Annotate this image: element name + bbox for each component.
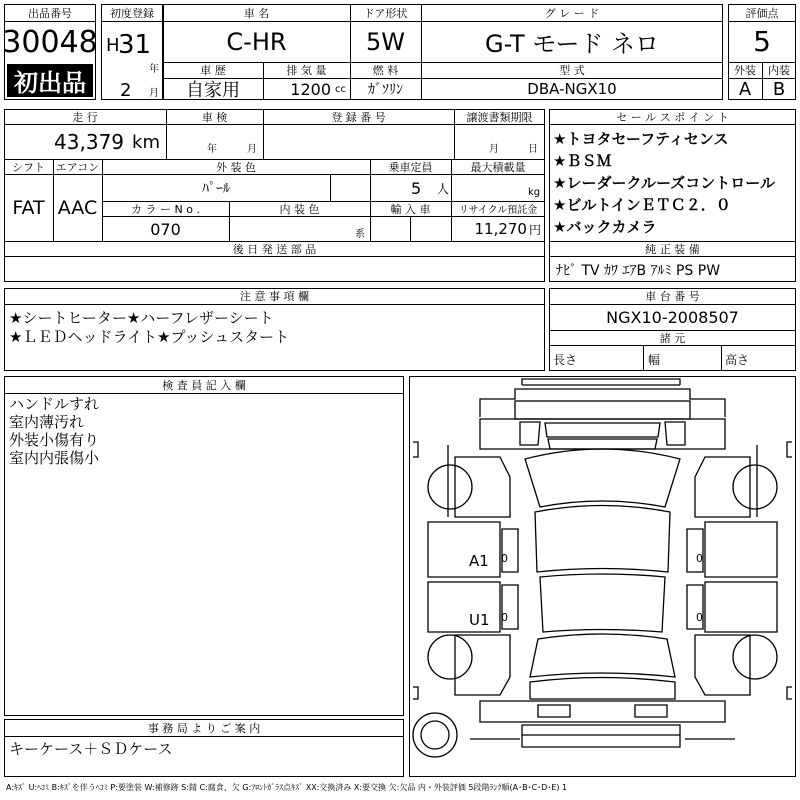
- interior-color-label: 内 装 色: [279, 202, 320, 216]
- car-name-label: 車 名: [243, 6, 270, 20]
- capacity-unit: 人: [437, 181, 450, 196]
- chassis-number-label: 車 台 番 号: [645, 290, 700, 303]
- height-label: 高さ: [725, 352, 750, 367]
- door-type: 5W: [366, 27, 405, 56]
- damage-mark-u1: U1: [469, 611, 490, 629]
- listing-number-label: 出品番号: [28, 6, 72, 20]
- month-unit: 月: [149, 87, 159, 99]
- later-parts-label: 後 日 発 送 部 品: [232, 242, 317, 256]
- length-label: 長さ: [553, 352, 578, 367]
- exterior-color: ﾊﾟｰﾙ: [202, 181, 230, 197]
- history: 自家用: [186, 80, 240, 101]
- first-registration-label: 初度登録: [110, 6, 154, 20]
- displacement: 1200: [290, 79, 331, 99]
- sales-point: ★ＢＳＭ: [553, 152, 612, 170]
- exterior-grade: A: [738, 78, 752, 100]
- model-code-label: 型 式: [559, 64, 585, 77]
- import-car-label: 輸 入 車: [390, 202, 431, 216]
- score: 5: [753, 25, 771, 58]
- inspector-label: 検 査 員 記 入 欄: [162, 378, 246, 392]
- sales-points-list: [553, 128, 775, 238]
- interior-grade: B: [772, 78, 786, 100]
- grade: G-T モード ネロ: [484, 30, 659, 58]
- chassis-number: NGX10-2008507: [606, 308, 739, 327]
- shift: FAT: [12, 197, 45, 219]
- sales-points-label: セ ー ル ス ポ イ ン ト: [616, 110, 729, 124]
- door-type-label: ドア形状: [363, 6, 408, 20]
- exterior-grade-label: 外装: [734, 64, 756, 77]
- year-unit: 年: [149, 63, 159, 75]
- diagram-zero-right-1: 0: [696, 552, 703, 565]
- score-label: 評価点: [745, 6, 779, 20]
- transfer-deadline-label: 譲渡書類期限: [466, 110, 533, 124]
- mileage-unit: km: [132, 131, 160, 153]
- inspector-line: 外装小傷有り: [9, 431, 100, 449]
- fuel-label: 燃 料: [372, 64, 399, 77]
- registration-number-label: 登 録 番 号: [331, 110, 386, 124]
- capacity: 5: [411, 178, 422, 198]
- interior-grade-label: 内装: [768, 64, 790, 77]
- equipment-label: 純 正 装 備: [645, 242, 700, 256]
- sales-point: ★ビルトインＥＴＣ２．０: [553, 196, 731, 214]
- office-label: 事 務 局 よ り ご 案 内: [147, 721, 261, 735]
- office-text: キーケース＋ＳＤケース: [9, 739, 173, 758]
- shift-label: シフト: [12, 160, 45, 174]
- car-outline-icon: [410, 377, 795, 776]
- reg-month: 2: [120, 79, 132, 101]
- recycle-fee-cell: [451, 217, 541, 241]
- diagram-zero-right-2: 0: [696, 611, 703, 624]
- listing-number: 30048: [2, 24, 98, 60]
- grade-label: グ レ ー ド: [544, 6, 600, 20]
- interior-color-unit: 系: [355, 228, 365, 240]
- first-listing-badge: 初出品: [7, 64, 93, 97]
- damage-mark-a1: A1: [469, 552, 489, 570]
- car-damage-diagram: [409, 376, 796, 777]
- damage-mark-a1-zero: 0: [501, 552, 508, 565]
- transfer-month-unit: 月: [489, 143, 499, 155]
- inspector-line: 室内内張傷小: [9, 449, 100, 467]
- reg-year: 31: [118, 30, 152, 60]
- sales-point: ★トヨタセーフティセンス: [553, 130, 729, 148]
- aircon: AAC: [57, 197, 98, 219]
- displacement-unit: cc: [335, 83, 346, 95]
- aircon-label: エアコン: [55, 160, 100, 174]
- notes-label: 注 意 事 項 欄: [240, 290, 309, 303]
- note-line: ★ＬＥＤヘッドライト★プッシュスタート: [9, 328, 290, 346]
- car-name: C-HR: [226, 27, 287, 56]
- inspection-year-unit: 年: [207, 143, 217, 155]
- transfer-day-unit: 日: [528, 143, 538, 155]
- notes-list: [9, 309, 289, 347]
- fuel: ｶﾞｿﾘﾝ: [368, 82, 403, 98]
- model-code: DBA-NGX10: [527, 80, 617, 98]
- inspection-month-unit: 月: [247, 143, 257, 155]
- max-load-label: 最大積載量: [470, 160, 526, 174]
- era: H: [106, 34, 120, 56]
- max-load-unit: kg: [528, 186, 541, 198]
- dimensions-label: 諸 元: [659, 331, 686, 345]
- recycle-fee-label: リサイクル預託金: [458, 205, 538, 216]
- recycle-fee: 11,270: [474, 220, 527, 238]
- color-number: 070: [150, 219, 181, 239]
- mileage: 43,379: [54, 130, 125, 154]
- inspector-notes: [9, 395, 99, 467]
- color-number-label: カ ラ ー N o .: [131, 202, 200, 216]
- sales-point: ★バックカメラ: [553, 218, 657, 236]
- displacement-cell: [263, 78, 346, 100]
- mileage-cell: [4, 125, 160, 159]
- inspection-label: 車 検: [201, 110, 228, 124]
- mileage-label: 走 行: [72, 110, 98, 124]
- equipment: ﾅﾋﾞ TV ｶﾜ ｴｱB ｱﾙﾐ PS PW: [556, 263, 721, 279]
- displacement-label: 排 気 量: [286, 64, 327, 77]
- capacity-label: 乗車定員: [388, 160, 433, 174]
- width-label: 幅: [648, 352, 661, 367]
- recycle-fee-unit: 円: [528, 222, 541, 237]
- note-line: ★シートヒーター★ハーフレザーシート: [9, 309, 274, 327]
- history-label: 車 歴: [200, 64, 226, 77]
- exterior-color-label: 外 装 色: [216, 160, 256, 174]
- footer-legend: A:ｷｽﾞ U:ﾍｺﾐ B:ｷｽﾞを伴うﾍｺﾐ P:要塗装 W:補修跡 S:錆 C:腐食、欠 G:ﾌﾛﾝﾄｶﾞﾗｽ点ｷｽﾞ XX:交換済み X:要交換 欠:欠品 内・外装評価 5段階ﾗﾝｸ順(A･B･C･D･E) 1: [6, 782, 568, 792]
- inspector-line: 室内薄汚れ: [9, 413, 85, 431]
- inspector-line: ハンドルすれ: [9, 395, 100, 413]
- sales-point: ★レーダークルーズコントロール: [553, 174, 775, 192]
- damage-mark-u1-zero: 0: [501, 611, 508, 624]
